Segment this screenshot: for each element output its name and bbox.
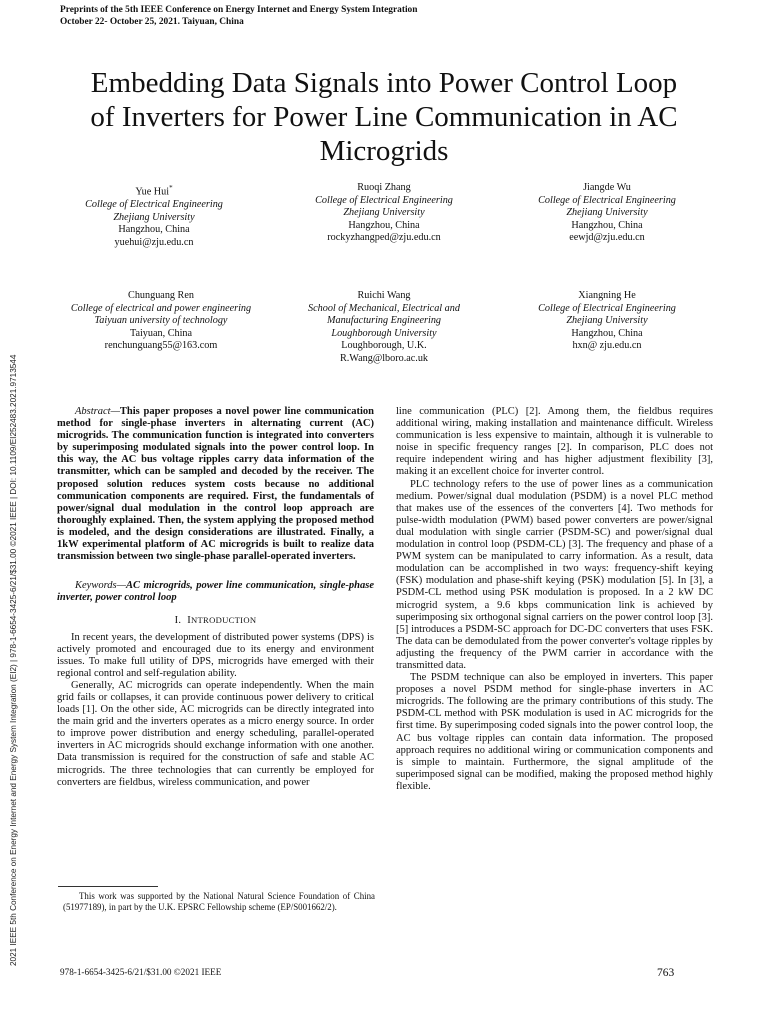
author-city: Hangzhou, China bbox=[571, 327, 643, 339]
author-affiliation: School of Mechanical, Electrical and bbox=[308, 302, 460, 314]
author-city: Hangzhou, China bbox=[348, 219, 420, 231]
funding-footnote: This work was supported by the National Natural Science Foundation of China (51977189), in part by the U.K. EPSRC Fellowship scheme (EP/S001662/2). bbox=[63, 891, 375, 912]
author-block bbox=[269, 182, 499, 245]
author-university: Zhejiang University bbox=[566, 315, 648, 327]
author-affiliation: College of electrical and power engineering bbox=[70, 302, 252, 314]
copyright-footer: 978-1-6654-3425-6/21/$31.00 ©2021 IEEE bbox=[60, 967, 222, 977]
keywords bbox=[57, 580, 374, 604]
author-email[interactable]: hxn@ zju.edu.cn bbox=[572, 340, 642, 352]
author-city: Loughborough, U.K. bbox=[341, 340, 427, 352]
author-city: Taiyuan, China bbox=[129, 327, 193, 339]
abstract-label: Abstract— bbox=[75, 406, 120, 417]
section-title-rest: NTRODUCTION bbox=[191, 615, 257, 626]
corresponding-mark: * bbox=[169, 184, 173, 192]
author-university: Loughborough University bbox=[331, 327, 437, 339]
author-city: Hangzhou, China bbox=[571, 219, 643, 231]
paragraph: In recent years, the development of distributed power systems (DPS) is actively promoted and encouraged due to its energy and environment issues. To make full utility of DPS, microgrids have emerged with their regional control and self-regulation ability. bbox=[57, 631, 374, 679]
author-affiliation: College of Electrical Engineering bbox=[538, 302, 676, 314]
keywords-label: Keywords— bbox=[75, 580, 126, 592]
author-university: Zhejiang University bbox=[343, 207, 425, 219]
author-name: Jiangde Wu bbox=[583, 182, 631, 193]
abstract bbox=[57, 406, 374, 563]
author-name: Ruichi Wang bbox=[357, 290, 411, 301]
doi-sidebar: 2021 IEEE 5th Conference on Energy Internet and Energy System Integration (EI2) | 978-1-6654-3425-6/21/$31.00 ©2021 IEEE | DOI: 10.1109/EI252483.2021.9713544 bbox=[9, 354, 18, 966]
author-email[interactable]: yuehui@zju.edu.cn bbox=[114, 236, 194, 248]
author-block bbox=[492, 182, 722, 245]
title-line-3: Microgrids bbox=[319, 135, 449, 167]
author-email[interactable]: eewjd@zju.edu.cn bbox=[569, 232, 645, 244]
section-first-letter: I bbox=[187, 615, 191, 627]
page-number: 763 bbox=[657, 967, 675, 979]
paragraph: line communication (PLC) [2]. Among them, the fieldbus requires additional wiring, making installation and maintenance difficult. Wireless communication is less expensive to maintain, although it is vulnerable to noise in specific frequency ranges [2]. In comparison, PLC does not require independent wiring and has higher adjustment flexibility [3], making it an excellent choice for inverter control. bbox=[396, 406, 713, 478]
conference-header-line2: October 22- October 25, 2021. Taiyuan, China bbox=[60, 17, 244, 27]
left-column bbox=[57, 406, 374, 789]
author-block bbox=[492, 290, 722, 353]
author-affiliation: College of Electrical Engineering bbox=[315, 194, 453, 206]
paper-title bbox=[40, 66, 728, 168]
paragraph: Generally, AC microgrids can operate independently. When the main grid fails or collapses, it can provide continuous power delivery to critical loads [1]. On the other side, AC microgrids can be directly integrated into the main grid and the inverters operates as a micro energy source. In order to improve power distribution and energy scheduling, parallel-operated inverters in AC microgrids should exchange information with one another. Data transmission is required for the construction of safe and stable AC microgrids. The three technologies that can currently be employed for converters are fieldbus, wireless communication, and power bbox=[57, 679, 374, 788]
paragraph: PLC technology refers to the use of power lines as a communication medium. Power/signal dual modulation (PSDM) is a novel PLC method that makes use of the essences of the converters [4]. Two methods for pulse-width modulation (PWM) based power converters are power/signal dual modulation with single carrier (PSDM-SC) and power/signal dual modulation in control loop (PSDM-CL) [3]. The frequency and phase of a PWM system can be manipulated to carry information. As a result, data modulation can be accomplished in two ways: frequency-shift keying (FSK) modulation and phase-shift keying (PSK) modulation [5]. In [3], a PSDM-CL method using PSK modulation is proposed. In a 2 kW DC microgrid system, a 9.6 kbps communication link is achieved by superimposing six orthogonal signal carriers on the power control loop [3]. [5] introduces a PSDM-SC approach for DC-DC converters that uses FSK. The data can be demodulated from the power converter's voltage ripples by adjusting the frequency of the PWM carrier in accordance with the transmitted data. bbox=[396, 478, 713, 671]
right-column bbox=[396, 406, 713, 793]
author-department: Manufacturing Engineering bbox=[326, 315, 442, 327]
author-university: Zhejiang University bbox=[113, 211, 195, 223]
author-name: Xiangning He bbox=[578, 290, 636, 301]
author-affiliation: College of Electrical Engineering bbox=[538, 194, 676, 206]
author-block bbox=[39, 182, 269, 249]
author-city: Hangzhou, China bbox=[118, 224, 190, 236]
author-block bbox=[269, 290, 499, 366]
section-heading-introduction bbox=[57, 614, 374, 627]
section-numeral: I. bbox=[174, 615, 182, 627]
title-line-2: of Inverters for Power Line Communication in AC bbox=[90, 101, 678, 133]
abstract-text: This paper proposes a novel power line communication method for single-phase inverters in alternating current (AC) microgrids. The communication function is integrated into converters by superimposing modulated signals into the power control loop. In this way, the AC bus voltage ripples carry data information of the transmitter, which can be sampled and decoded by the receiver. The proposed solution reduces system costs because no additional communication components are required. First, the fundamentals of power/signal dual modulation in the control loop approach are thoroughly explained. Then, the system applying the proposed method is modeled, and the design considerations are illustrated. Finally, a 1kW experimental platform of AC microgrids is built to realize data transmission between two single-phase parallel-operated inverters. bbox=[57, 406, 374, 563]
footnote-divider bbox=[58, 886, 158, 887]
author-email[interactable]: rockyzhangped@zju.edu.cn bbox=[327, 232, 441, 244]
author-email[interactable]: R.Wang@lboro.ac.uk bbox=[339, 352, 429, 364]
conference-header bbox=[60, 4, 417, 28]
author-block bbox=[46, 290, 276, 353]
author-name: Chunguang Ren bbox=[128, 290, 194, 301]
author-affiliation: College of Electrical Engineering bbox=[85, 198, 223, 210]
author-email[interactable]: renchunguang55@163.com bbox=[104, 340, 218, 352]
paragraph: The PSDM technique can also be employed in inverters. This paper proposes a novel PSDM method for single-phase inverters in AC microgrids. The following are the primary contributions of this study. The PSDM-CL method with PSK modulation is used in AC microgrids for the first time. By superimposing coded signals into the power control loop, the AC bus voltage ripples can contain data information. The proposed approach requires no additional wiring or communication components and is simple to maintain. Furthermore, the signal amplitude of the superimposed signal can be modified, making the proposed method highly flexible. bbox=[396, 672, 713, 792]
author-name: Ruoqi Zhang bbox=[357, 182, 411, 193]
keywords-text: AC microgrids, power line communication, single-phase inverter, power control loop bbox=[57, 580, 374, 604]
author-university: Zhejiang University bbox=[566, 207, 648, 219]
title-line-1: Embedding Data Signals into Power Control Loop bbox=[90, 67, 678, 99]
conference-header-line1: Preprints of the 5th IEEE Conference on Energy Internet and Energy System Integration bbox=[60, 5, 418, 15]
author-name: Yue Hui bbox=[135, 186, 170, 198]
author-university: Taiyuan university of technology bbox=[94, 315, 228, 327]
